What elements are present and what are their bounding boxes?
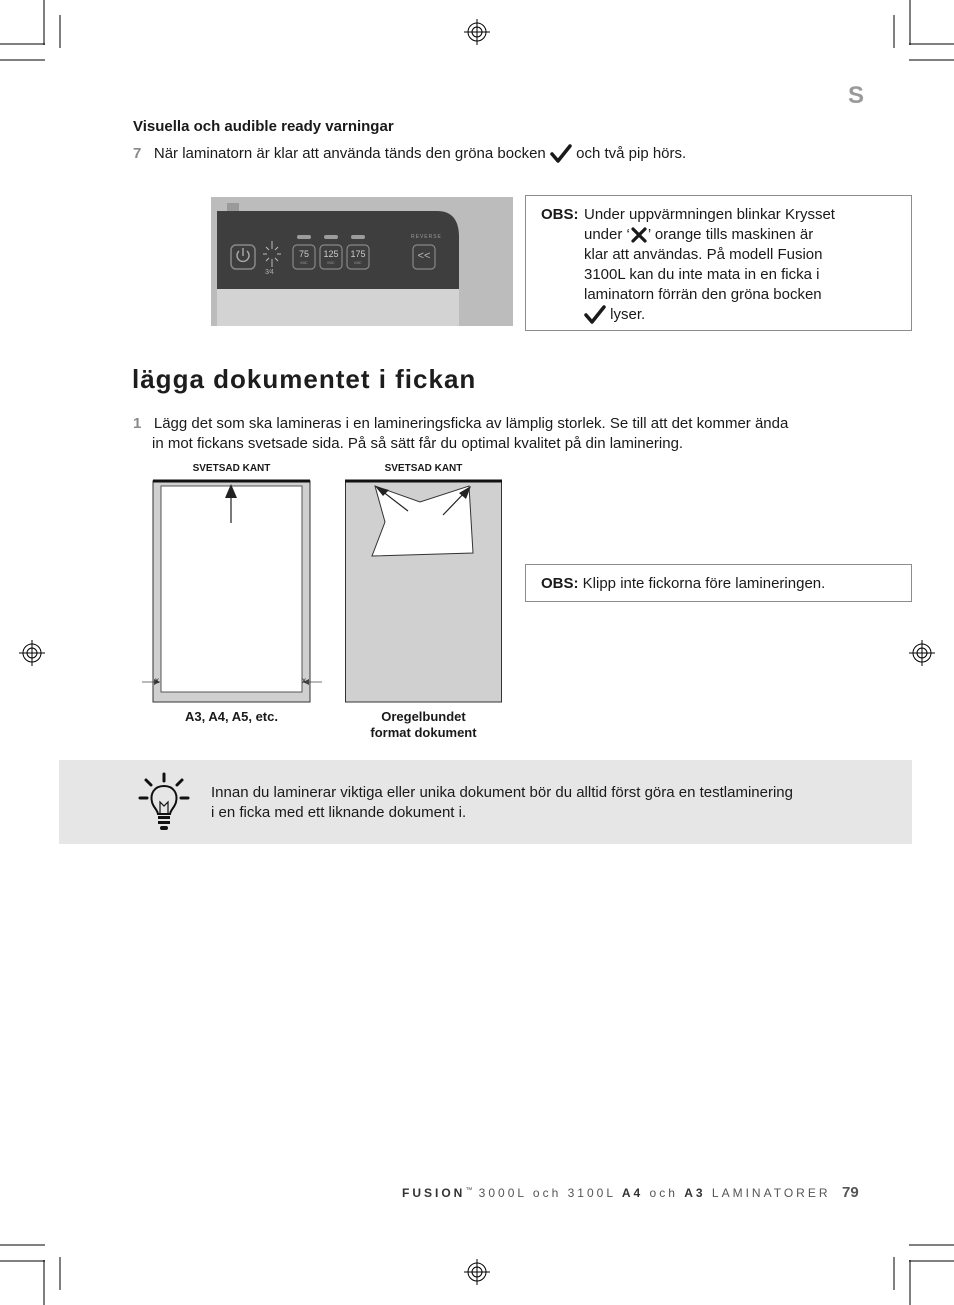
obs-line: 3100L kan du inte mata in en ficka i	[584, 266, 820, 283]
obs-line	[584, 225, 904, 245]
left-edge-label: SVETSAD KANT	[192, 463, 271, 474]
obs-text: ’ orange tills maskinen är	[647, 226, 814, 243]
step-line: in mot fickans svetsade sida. På så sätt får du optimal kvalitet på din laminering.	[152, 435, 684, 452]
footer-brand: FUSION	[402, 1186, 466, 1200]
lightbulb-icon	[138, 772, 190, 834]
obs-cut-text	[541, 574, 825, 594]
registration-mark-left	[19, 640, 45, 666]
temp-button-175: 175	[350, 249, 366, 259]
obs-label: OBS:	[541, 575, 579, 592]
footer-tail: LAMINATORER	[705, 1186, 831, 1200]
footer-model: 3000L och 3100L	[472, 1186, 622, 1200]
footer-trademark: ™	[465, 1187, 473, 1194]
control-panel-illustration	[211, 197, 513, 326]
step-text-after: och två pip hörs.	[576, 145, 687, 162]
obs-cut-box	[525, 564, 912, 602]
left-caption: A3, A4, A5, etc.	[185, 709, 278, 724]
obs-text: Klipp inte fickorna före lamineringen.	[582, 575, 826, 592]
reverse-label: REVERSE	[411, 234, 442, 240]
page-number: 79	[842, 1184, 859, 1201]
reverse-button: <<	[417, 250, 431, 262]
section-title: lägga dokumentet i fickan	[132, 364, 477, 394]
caption-line: format dokument	[370, 725, 477, 740]
step-number: 7	[133, 145, 142, 162]
footer-a3: A3	[684, 1186, 706, 1200]
obs-line: laminatorn förrän den gröna bocken	[584, 286, 822, 303]
margin-marker-left: x	[155, 676, 159, 685]
obs-line: Under uppvärmningen blinkar Krysset	[584, 206, 835, 223]
obs-line: klar att användas. På modell Fusion	[584, 246, 823, 263]
cross-icon	[630, 226, 648, 244]
right-caption	[345, 709, 502, 741]
obs-text: lyser.	[610, 306, 646, 323]
tip-text	[211, 783, 851, 823]
tip-line: Innan du laminerar viktiga eller unika dokument bör du alltid först göra en testlaminering	[211, 784, 793, 801]
step-number: 1	[133, 415, 142, 432]
left-pouch-diagram	[140, 476, 324, 706]
right-pouch-diagram	[345, 476, 503, 704]
margin-marker-right: x	[302, 676, 306, 685]
footer	[402, 1186, 830, 1200]
caption-line: Oregelbundet	[381, 709, 466, 724]
registration-mark-bottom	[464, 1259, 490, 1285]
footer-a4: A4	[621, 1186, 644, 1200]
step-text-before: När laminatorn är klar att använda tänds den gröna bocken	[153, 145, 546, 162]
step-line: Lägg det som ska lamineras i en lamineringsficka av lämplig storlek. Se till att det kommer ända	[153, 415, 789, 432]
check-icon	[550, 144, 572, 164]
tip-line: i en ficka med ett liknande dokument i.	[211, 804, 467, 821]
language-marker: S	[848, 82, 865, 109]
obs-text: under ‘	[584, 226, 630, 243]
pouch-label: 3⁄4	[265, 269, 274, 276]
right-edge-label: SVETSAD KANT	[384, 463, 463, 474]
obs-label: OBS:	[541, 206, 579, 223]
ready-step	[133, 144, 686, 164]
check-icon	[584, 305, 606, 325]
footer-och: och	[643, 1186, 685, 1200]
temp-button-75: 75	[298, 249, 309, 259]
ready-heading: Visuella och audible ready varningar	[133, 118, 394, 135]
temp-sublabel-175: MIC	[354, 260, 362, 265]
registration-mark-right	[909, 640, 935, 666]
obs-warmup-box	[525, 195, 912, 331]
registration-mark-top	[464, 19, 490, 45]
temp-sublabel-75: MIC	[300, 260, 308, 265]
obs-line	[584, 305, 904, 325]
pouch-step	[133, 414, 833, 454]
obs-warmup-text	[584, 205, 904, 325]
temp-sublabel-125: MIC	[327, 260, 335, 265]
temp-button-125: 125	[323, 249, 339, 259]
